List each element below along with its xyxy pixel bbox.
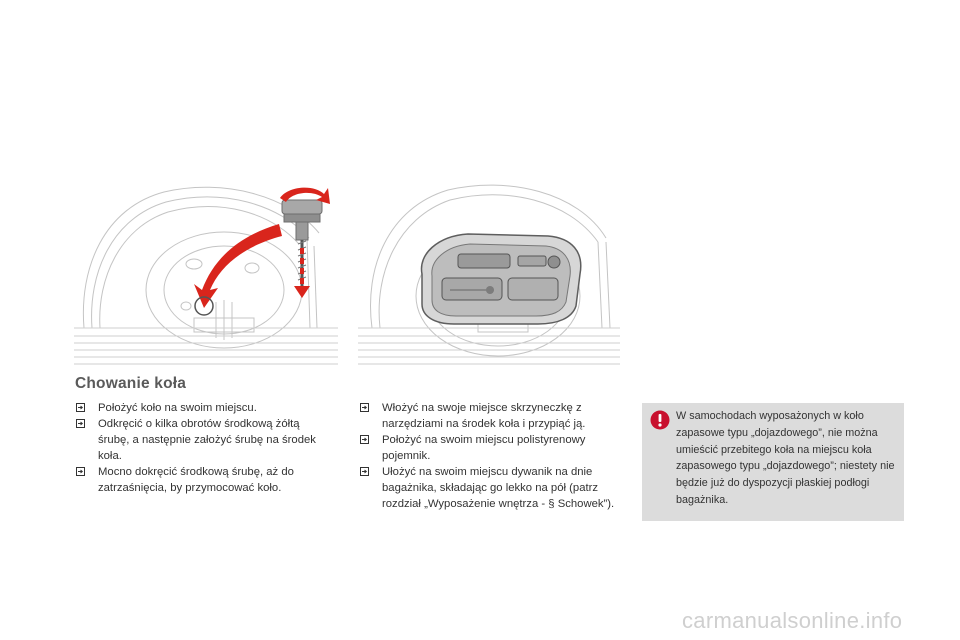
bullet-arrow-icon xyxy=(76,419,85,428)
list-item xyxy=(76,464,326,496)
warning-note-box xyxy=(642,403,904,521)
bullet-arrow-icon xyxy=(360,467,369,476)
bullet-arrow-icon xyxy=(360,403,369,412)
list-item xyxy=(76,400,326,416)
list-item xyxy=(360,400,616,432)
spare-wheel-bolt-illustration xyxy=(74,178,338,368)
list-item xyxy=(76,416,326,464)
bullet-arrow-icon xyxy=(76,467,85,476)
step-text: Mocno dokręcić środkową śrubę, aż do zatrzaśnięcia, by przymocować koło. xyxy=(98,466,294,494)
step-text: Położyć na swoim miejscu polistyrenowy pojemnik. xyxy=(382,434,586,462)
watermark: carmanualsonline.info xyxy=(682,608,903,633)
step-text: Położyć koło na swoim miejscu. xyxy=(98,402,257,414)
steps-list-right xyxy=(360,400,616,512)
step-text: Ułożyć na swoim miejscu dywanik na dnie bagażnika, składając go lekko na pół (patrz rozdział „Wyposażenie wnętrza - § Schowek”). xyxy=(382,466,615,510)
list-item xyxy=(360,432,616,464)
steps-list-left xyxy=(76,400,326,496)
list-item xyxy=(360,464,616,512)
warning-icon xyxy=(650,410,670,430)
section-title: Chowanie koła xyxy=(75,375,187,392)
step-text: Włożyć na swoje miejsce skrzyneczkę z narzędziami na środek koła i przypiąć ją. xyxy=(382,402,586,430)
step-text: Odkręcić o kilka obrotów środkową żółtą śrubę, a następnie założyć śrubę na środek koła. xyxy=(98,418,316,462)
tool-box-in-wheel-illustration xyxy=(358,178,620,368)
bullet-arrow-icon xyxy=(76,403,85,412)
warning-note-text: W samochodach wyposażonych w koło zapasowe typu „dojazdowego”, nie można umieścić przebitego koła na miejscu koła zapasowego typu „dojazdowego”; niestety nie będzie już do dyspozycji płaskiej podłogi bagażnika. xyxy=(676,410,895,506)
bullet-arrow-icon xyxy=(360,435,369,444)
